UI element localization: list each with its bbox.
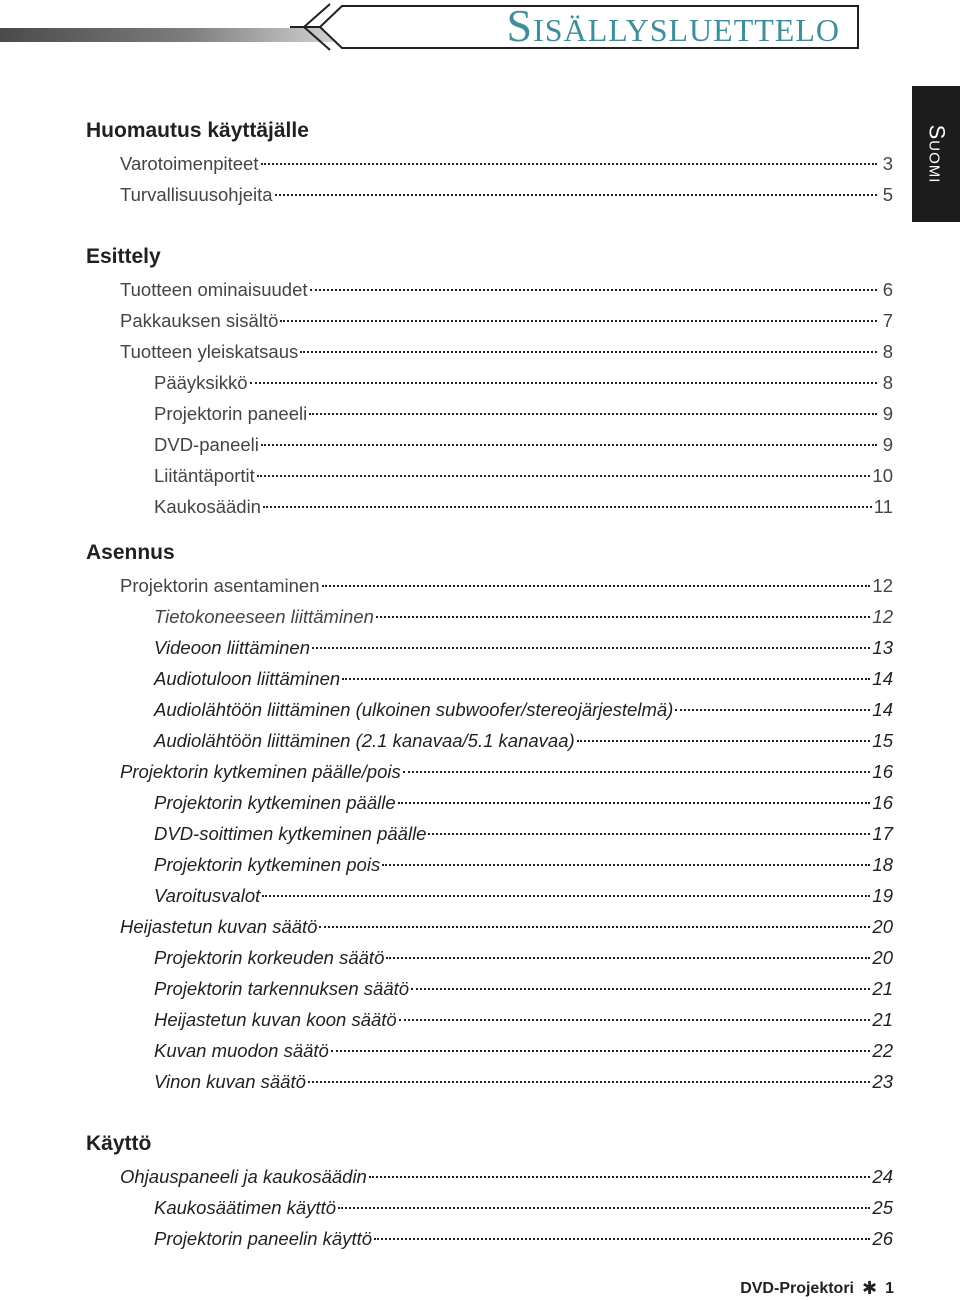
section-heading: Huomautus käyttäjälle xyxy=(86,119,309,142)
dot-leader xyxy=(261,444,877,446)
toc-section-kaytto xyxy=(86,1127,893,1254)
toc-entry[interactable] xyxy=(86,336,893,367)
page-footer xyxy=(740,1278,894,1299)
toc-entry-page: 7 xyxy=(882,310,893,331)
toc-entry[interactable] xyxy=(86,942,893,973)
table-of-contents xyxy=(86,114,893,1254)
toc-entry-title: Projektorin kytkeminen päälle xyxy=(154,792,396,813)
toc-entry[interactable] xyxy=(86,179,893,210)
section-heading: Asennus xyxy=(86,541,175,564)
toc-entry-title: Turvallisuusohjeita xyxy=(120,184,273,205)
toc-entry-title: Projektorin kytkeminen päälle/pois xyxy=(120,761,401,782)
toc-entry[interactable] xyxy=(86,1223,893,1254)
toc-entry[interactable] xyxy=(86,1161,893,1192)
dot-leader xyxy=(257,475,871,477)
toc-entry-page: 12 xyxy=(872,606,893,627)
toc-entry[interactable] xyxy=(86,694,893,725)
dot-leader xyxy=(428,833,870,835)
toc-entry-title: Tuotteen yleiskatsaus xyxy=(120,341,299,362)
dot-leader xyxy=(399,1019,871,1021)
toc-entry-page: 6 xyxy=(882,279,893,300)
section-heading: Esittely xyxy=(86,245,161,268)
toc-entry[interactable] xyxy=(86,601,893,632)
toc-entry[interactable] xyxy=(86,911,893,942)
toc-section-huomautus xyxy=(86,114,893,210)
toc-entry[interactable] xyxy=(86,460,893,491)
toc-entry-page: 16 xyxy=(872,761,893,782)
toc-entry[interactable] xyxy=(86,570,893,601)
dot-leader xyxy=(577,740,871,742)
dot-leader xyxy=(262,895,870,897)
toc-entry[interactable] xyxy=(86,148,893,179)
dot-leader xyxy=(403,771,871,773)
dot-leader xyxy=(308,1081,871,1083)
toc-entry-page: 21 xyxy=(872,1009,893,1030)
asterisk-separator-icon: ✱ xyxy=(862,1278,878,1298)
toc-entry-page: 17 xyxy=(872,823,893,844)
toc-entry-page: 9 xyxy=(882,403,893,424)
dot-leader xyxy=(675,709,870,711)
toc-entry-title: Projektorin tarkennuksen säätö xyxy=(154,978,410,999)
toc-entry[interactable] xyxy=(86,663,893,694)
toc-entry-title: Projektorin korkeuden säätö xyxy=(154,947,385,968)
footer-product-name: DVD-Projektori xyxy=(740,1279,854,1297)
toc-entry[interactable] xyxy=(86,305,893,336)
toc-entry-title: Vinon kuvan säätö xyxy=(154,1071,306,1092)
toc-entry[interactable] xyxy=(86,1066,893,1097)
toc-entry-page: 18 xyxy=(872,854,893,875)
toc-entry-page: 23 xyxy=(872,1071,893,1092)
dot-leader xyxy=(369,1176,871,1178)
toc-section-esittely xyxy=(86,240,893,522)
toc-entry[interactable] xyxy=(86,274,893,305)
dot-leader xyxy=(382,864,870,866)
dot-leader xyxy=(331,1050,871,1052)
toc-entry[interactable] xyxy=(86,849,893,880)
toc-entry-title: Pakkauksen sisältö xyxy=(120,310,279,331)
dot-leader xyxy=(275,194,877,196)
toc-entry-page: 9 xyxy=(882,434,893,455)
toc-entry-title: Pääyksikkö xyxy=(154,372,248,393)
dot-leader xyxy=(338,1207,870,1209)
toc-entry-title: Ohjauspaneeli ja kaukosäädin xyxy=(120,1166,367,1187)
toc-entry-title: Varotoimenpiteet xyxy=(120,153,259,174)
toc-entry-page: 14 xyxy=(872,668,893,689)
dot-leader xyxy=(250,382,877,384)
dot-leader xyxy=(310,289,877,291)
dot-leader xyxy=(280,320,877,322)
toc-entry-title: Audiolähtöön liittäminen (2.1 kanavaa/5.1 kanavaa) xyxy=(154,730,575,751)
toc-entry-page: 25 xyxy=(872,1197,893,1218)
toc-entry[interactable] xyxy=(86,725,893,756)
toc-entry-page: 20 xyxy=(872,916,893,937)
toc-entry-page: 22 xyxy=(872,1040,893,1061)
dot-leader xyxy=(322,585,871,587)
toc-entry-page: 5 xyxy=(882,184,893,205)
toc-entry-title: Tuotteen ominaisuudet xyxy=(120,279,308,300)
toc-entry-title: DVD-paneeli xyxy=(154,434,259,455)
toc-entry-title: Liitäntäportit xyxy=(154,465,255,486)
toc-entry-title: Projektorin paneeli xyxy=(154,403,308,424)
toc-entry-title: Tietokoneeseen liittäminen xyxy=(154,606,374,627)
toc-entry[interactable] xyxy=(86,973,893,1004)
toc-entry[interactable] xyxy=(86,398,893,429)
toc-entry-title: Kuvan muodon säätö xyxy=(154,1040,329,1061)
language-tab-label: Suomi xyxy=(924,124,949,184)
dot-leader xyxy=(411,988,870,990)
dot-leader xyxy=(263,506,872,508)
toc-section-asennus xyxy=(86,536,893,1097)
toc-entry-page: 15 xyxy=(872,730,893,751)
toc-entry-title: Videoon liittäminen xyxy=(154,637,310,658)
toc-entry-page: 16 xyxy=(872,792,893,813)
toc-entry-page: 12 xyxy=(872,575,893,596)
toc-entry-page: 11 xyxy=(873,496,893,517)
toc-entry[interactable] xyxy=(86,787,893,818)
toc-entry-title: Kaukosäätimen käyttö xyxy=(154,1197,337,1218)
toc-entry-title: Audiolähtöön liittäminen (ulkoinen subwoofer/stereojärjestelmä) xyxy=(154,699,674,720)
toc-entry-page: 26 xyxy=(872,1228,893,1249)
toc-entry-page: 20 xyxy=(872,947,893,968)
dot-leader xyxy=(261,163,878,165)
page-title: Sisällysluettelo xyxy=(506,0,840,51)
language-tab xyxy=(912,86,960,222)
toc-entry[interactable] xyxy=(86,367,893,398)
toc-entry-page: 21 xyxy=(872,978,893,999)
dot-leader xyxy=(398,802,871,804)
toc-entry-title: Kaukosäädin xyxy=(154,496,261,517)
toc-entry[interactable] xyxy=(86,1004,893,1035)
dot-leader xyxy=(300,351,877,353)
toc-entry-page: 13 xyxy=(872,637,893,658)
toc-entry[interactable] xyxy=(86,880,893,911)
toc-entry-title: Varoitusvalot xyxy=(154,885,261,906)
toc-entry[interactable] xyxy=(86,429,893,460)
section-heading: Käyttö xyxy=(86,1132,152,1155)
toc-entry-page: 10 xyxy=(872,465,893,486)
dot-leader xyxy=(342,678,870,680)
toc-entry-page: 8 xyxy=(882,341,893,362)
toc-entry-title: Projektorin asentaminen xyxy=(120,575,320,596)
toc-entry-title: Heijastetun kuvan säätö xyxy=(120,916,318,937)
toc-entry-title: Audiotuloon liittäminen xyxy=(154,668,341,689)
toc-entry-page: 14 xyxy=(872,699,893,720)
dot-leader xyxy=(374,1238,870,1240)
toc-entry[interactable] xyxy=(86,1035,893,1066)
toc-entry-title: Heijastetun kuvan koon säätö xyxy=(154,1009,397,1030)
dot-leader xyxy=(319,926,870,928)
toc-entry[interactable] xyxy=(86,756,893,787)
toc-entry-title: Projektorin paneelin käyttö xyxy=(154,1228,373,1249)
header-gradient-bar xyxy=(0,28,340,42)
toc-entry-title: DVD-soittimen kytkeminen päälle xyxy=(154,823,427,844)
toc-entry[interactable] xyxy=(86,491,893,522)
toc-entry[interactable] xyxy=(86,1192,893,1223)
toc-entry[interactable] xyxy=(86,818,893,849)
toc-entry[interactable] xyxy=(86,632,893,663)
toc-entry-page: 19 xyxy=(872,885,893,906)
toc-entry-title: Projektorin kytkeminen pois xyxy=(154,854,381,875)
toc-entry-page: 3 xyxy=(882,153,893,174)
dot-leader xyxy=(312,647,870,649)
dot-leader xyxy=(376,616,871,618)
footer-page-number: 1 xyxy=(885,1279,894,1297)
toc-entry-page: 24 xyxy=(872,1166,893,1187)
dot-leader xyxy=(309,413,877,415)
dot-leader xyxy=(386,957,870,959)
toc-entry-page: 8 xyxy=(882,372,893,393)
